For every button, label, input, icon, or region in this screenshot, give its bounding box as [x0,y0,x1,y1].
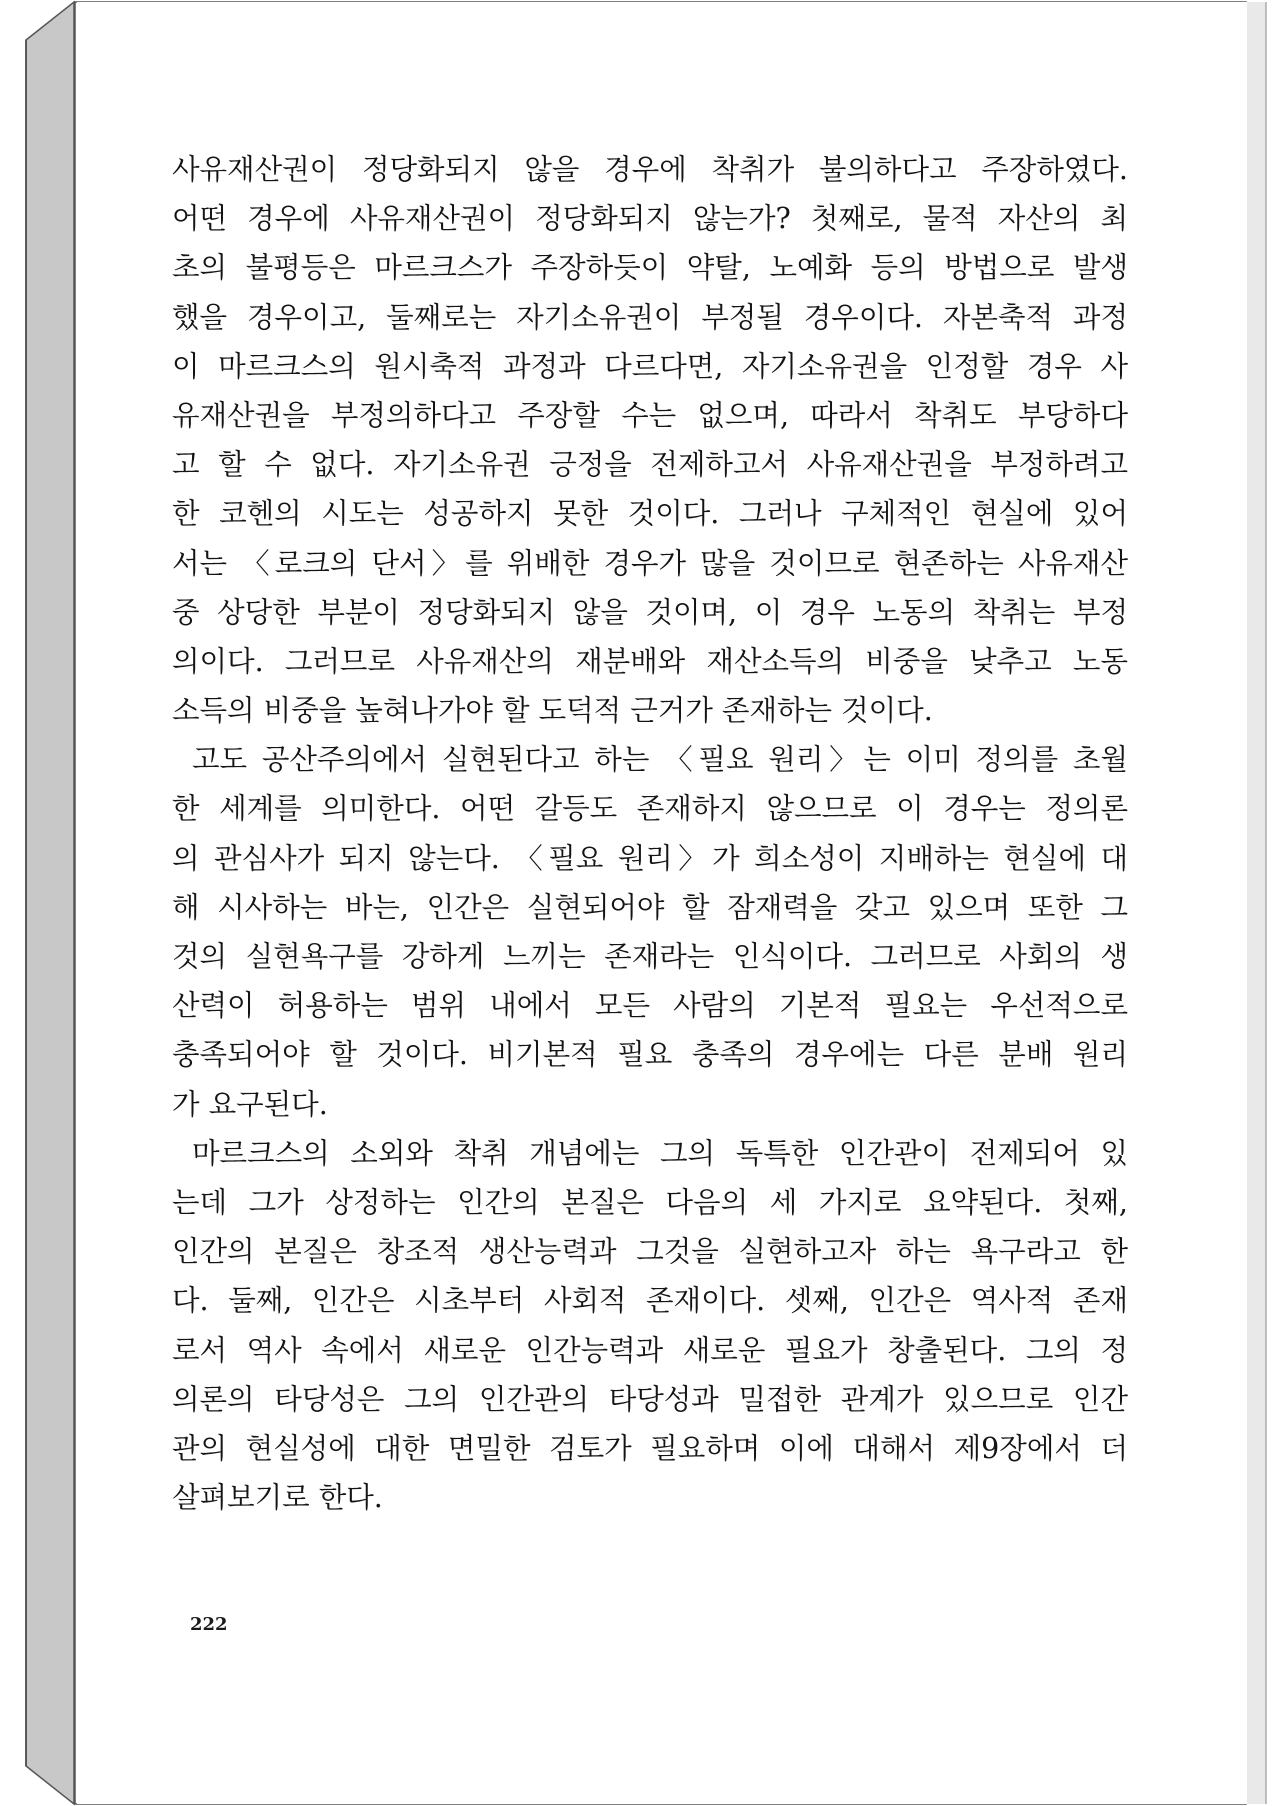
text-line: 관의 현실성에 대한 면밀한 검토가 필요하며 이에 대해서 제9장에서 더 [172,1431,1128,1465]
text-line: 소득의 비중을 높혀나가야 할 도덕적 근거가 존재하는 것이다. [172,694,933,728]
text-line: 인간의 본질은 창조적 생산능력과 그것을 실현하고자 하는 욕구라고 한 [172,1235,1128,1269]
text-line: 초의 불평등은 마르크스가 주장하듯이 약탈, 노예화 등의 방법으로 발생 [172,251,1128,285]
text-line: 마르크스의 소외와 착취 개념에는 그의 독특한 인간관이 전제되어 있 [192,1136,1128,1170]
text-line: 고도 공산주의에서 실현된다고 하는 〈필요 원리〉는 이미 정의를 초월 [192,743,1128,777]
text-line: 살펴보기로 한다. [172,1481,383,1515]
text-line: 의론의 타당성은 그의 인간관의 타당성과 밀접한 관계가 있으므로 인간 [172,1382,1128,1416]
text-line: 한 세계를 의미한다. 어떤 갈등도 존재하지 않으므로 이 경우는 정의론 [172,792,1128,826]
text-line: 했을 경우이고, 둘째로는 자기소유권이 부정될 경우이다. 자본축적 과정 [172,300,1128,334]
text-line: 사유재산권이 정당화되지 않을 경우에 착취가 불의하다고 주장하였다. [172,153,1128,186]
left-page-stack [26,2,74,1804]
text-line: 의 관심사가 되지 않는다. 〈필요 원리〉가 희소성이 지배하는 현실에 대 [172,841,1128,875]
text-line: 의이다. 그러므로 사유재산의 재분배와 재산소득의 비중을 낮추고 노동 [172,644,1128,678]
text-line: 다. 둘째, 인간은 시초부터 사회적 존재이다. 셋째, 인간은 역사적 존재 [172,1284,1128,1318]
text-line: 것의 실현욕구를 강하게 느끼는 존재라는 인식이다. 그러므로 사회의 생 [172,940,1128,973]
paragraph [172,735,1128,1129]
text-line: 중 상당한 부분이 정당화되지 않을 것이며, 이 경우 노동의 착취는 부정 [172,595,1128,629]
body-text [172,145,1128,1522]
text-line: 유재산권을 부정의하다고 주장할 수는 없으며, 따라서 착취도 부당하다 [172,398,1128,432]
right-page-stack [1246,2,1266,1804]
paragraph [172,1129,1128,1523]
text-line: 산력이 허용하는 범위 내에서 모든 사람의 기본적 필요는 우선적으로 [172,989,1128,1023]
text-line: 충족되어야 할 것이다. 비기본적 필요 충족의 경우에는 다른 분배 원리 [172,1038,1128,1072]
text-line: 는데 그가 상정하는 인간의 본질은 다음의 세 가지로 요약된다. 첫째, [172,1185,1128,1219]
text-line: 이 마르크스의 원시축적 과정과 다르다면, 자기소유권을 인정할 경우 사 [172,349,1128,383]
text-line: 어떤 경우에 사유재산권이 정당화되지 않는가? 첫째로, 물적 자산의 최 [172,202,1128,236]
text-line: 가 요구된다. [172,1087,328,1121]
page-number: 222 [190,1614,228,1635]
paragraph [172,145,1128,735]
text-line: 서는 〈로크의 단서〉를 위배한 경우가 많을 것이므로 현존하는 사유재산 [172,546,1128,580]
text-line: 해 시사하는 바는, 인간은 실현되어야 할 잠재력을 갖고 있으며 또한 그 [172,890,1128,924]
text-line: 고 할 수 없다. 자기소유권 긍정을 전제하고서 사유재산권을 부정하려고 [172,448,1128,482]
text-line: 로서 역사 속에서 새로운 인간능력과 새로운 필요가 창출된다. 그의 정 [172,1333,1128,1367]
text-line: 한 코헨의 시도는 성공하지 못한 것이다. 그러나 구체적인 현실에 있어 [172,497,1128,531]
